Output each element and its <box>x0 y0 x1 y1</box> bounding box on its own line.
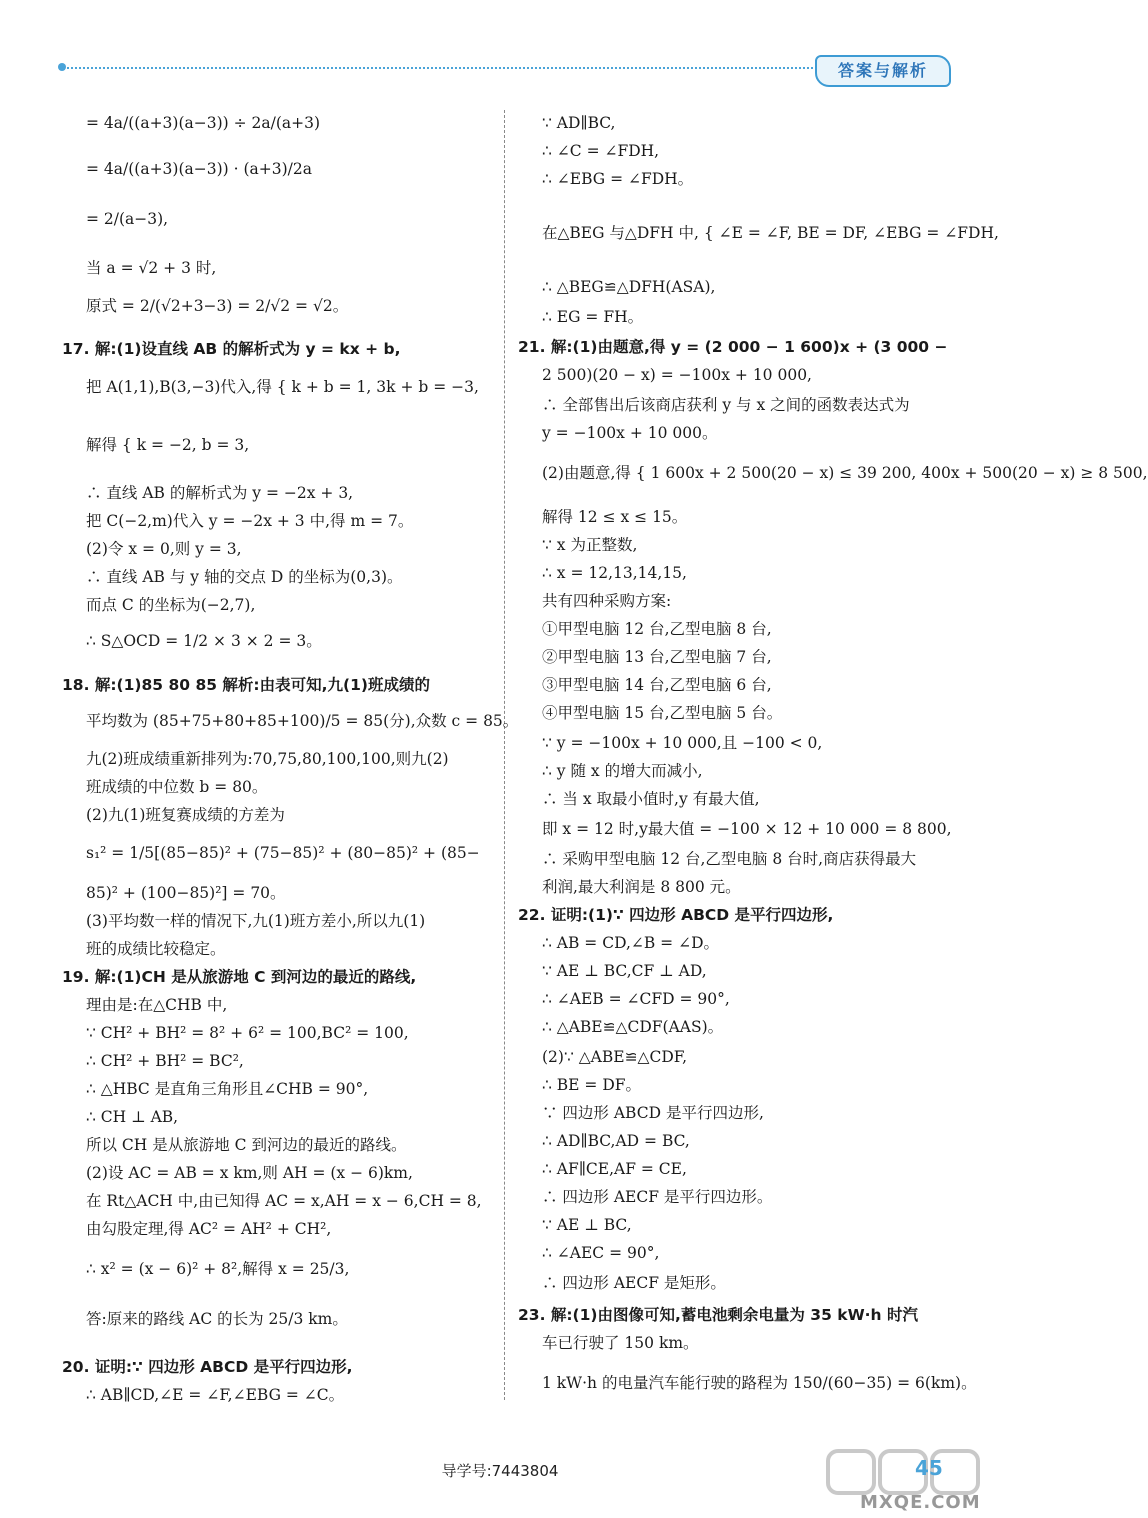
text-line: ∴ 全部售出后该商店获利 y 与 x 之间的函数表达式为 <box>542 396 910 414</box>
text-line: (2)由题意,得 { 1 600x + 2 500(20 − x) ≤ 39 200, 400x + 500(20 − x) ≥ 8 500, <box>542 464 1148 482</box>
text-line: ∴ AB = CD,∠B = ∠D。 <box>542 934 720 952</box>
text-line: ①甲型电脑 12 台,乙型电脑 8 台, <box>542 620 772 638</box>
text-line: ∴ 四边形 AECF 是矩形。 <box>542 1274 726 1292</box>
text-line: 车已行驶了 150 km。 <box>542 1334 699 1352</box>
text-line: ∵ AE ⊥ BC,CF ⊥ AD, <box>542 962 707 980</box>
text-line: 原式 = 2/(√2+3−3) = 2/√2 = √2。 <box>86 297 349 315</box>
text-line: (2)∵ △ABE≌△CDF, <box>542 1048 688 1066</box>
problem-22: 22. 证明:(1)∵ 四边形 ABCD 是平行四边形, <box>518 906 834 924</box>
text-line: 解得 { k = −2, b = 3, <box>86 436 250 454</box>
text-line: 共有四种采购方案: <box>542 592 672 610</box>
text-line: ∴ 直线 AB 的解析式为 y = −2x + 3, <box>86 484 354 502</box>
text-line: 九(2)班成绩重新排列为:70,75,80,100,100,则九(2) <box>86 750 449 768</box>
text-line: ∴ 当 x 取最小值时,y 有最大值, <box>542 790 760 808</box>
text-line: 即 x = 12 时,y最大值 = −100 × 12 + 10 000 = 8 800, <box>542 820 952 838</box>
problem-20: 20. 证明:∵ 四边形 ABCD 是平行四边形, <box>62 1358 353 1376</box>
text-line: 理由是:在△CHB 中, <box>86 996 228 1014</box>
text-line: = 4a/((a+3)(a−3)) · (a+3)/2a <box>86 160 312 178</box>
watermark-text: MXQE.COM <box>860 1492 981 1513</box>
text-line: 利润,最大利润是 8 800 元。 <box>542 878 741 896</box>
text-line: ∴ ∠EBG = ∠FDH。 <box>542 170 694 188</box>
text-line: ∵ CH² + BH² = 8² + 6² = 100,BC² = 100, <box>86 1024 409 1042</box>
text-line: 解得 12 ≤ x ≤ 15。 <box>542 508 688 526</box>
text-line: ∴ ∠AEC = 90°, <box>542 1244 660 1262</box>
text-line: ∵ y = −100x + 10 000,且 −100 < 0, <box>542 734 823 752</box>
text-line: ∴ AD∥BC,AD = BC, <box>542 1132 690 1150</box>
text-line: ∴ CH² + BH² = BC², <box>86 1052 244 1070</box>
text-line: ∴ 采购甲型电脑 12 台,乙型电脑 8 台时,商店获得最大 <box>542 850 917 868</box>
text-line: 85)² + (100−85)²] = 70。 <box>86 884 286 902</box>
text-line: ∵ AE ⊥ BC, <box>542 1216 632 1234</box>
text-line: (2)九(1)班复赛成绩的方差为 <box>86 806 285 824</box>
text-line: ∴ x² = (x − 6)² + 8²,解得 x = 25/3, <box>86 1260 350 1278</box>
text-line: ∴ AF∥CE,AF = CE, <box>542 1160 687 1178</box>
text-line: ∴ EG = FH。 <box>542 308 644 326</box>
text-line: 当 a = √2 + 3 时, <box>86 259 217 277</box>
text-line: ∴ △ABE≌△CDF(AAS)。 <box>542 1018 724 1036</box>
text-line: ∴ △BEG≌△DFH(ASA), <box>542 278 716 296</box>
text-line: ∴ 直线 AB 与 y 轴的交点 D 的坐标为(0,3)。 <box>86 568 403 586</box>
text-line: ∴ S△OCD = 1/2 × 3 × 2 = 3。 <box>86 632 322 650</box>
text-line: y = −100x + 10 000。 <box>542 424 718 442</box>
text-line: (2)令 x = 0,则 y = 3, <box>86 540 242 558</box>
text-line: (3)平均数一样的情况下,九(1)班方差小,所以九(1) <box>86 912 426 930</box>
text-line: ∴ ∠C = ∠FDH, <box>542 142 660 160</box>
text-line: = 2/(a−3), <box>86 210 169 228</box>
text-line: ∵ 四边形 ABCD 是平行四边形, <box>542 1104 764 1122</box>
text-line: 2 500)(20 − x) = −100x + 10 000, <box>542 366 812 384</box>
text-line: ∴ AB∥CD,∠E = ∠F,∠EBG = ∠C。 <box>86 1386 345 1404</box>
text-line: 在 Rt△ACH 中,由已知得 AC = x,AH = x − 6,CH = 8, <box>86 1192 482 1210</box>
text-line: (2)设 AC = AB = x km,则 AH = (x − 6)km, <box>86 1164 413 1182</box>
text-line: ∴ ∠AEB = ∠CFD = 90°, <box>542 990 730 1008</box>
text-line: 所以 CH 是从旅游地 C 到河边的最近的路线。 <box>86 1136 407 1154</box>
text-line: 班成绩的中位数 b = 80。 <box>86 778 268 796</box>
text-line: 平均数为 (85+75+80+85+100)/5 = 85(分),众数 c = 85。 <box>86 712 519 730</box>
text-line: ∴ 四边形 AECF 是平行四边形。 <box>542 1188 773 1206</box>
text-line: ②甲型电脑 13 台,乙型电脑 7 台, <box>542 648 772 666</box>
text-line: ∵ AD∥BC, <box>542 114 616 132</box>
guide-number: 导学号:7443804 <box>441 1462 559 1480</box>
header-dotted-line <box>62 67 817 69</box>
text-line: ∴ y 随 x 的增大而减小, <box>542 762 703 780</box>
text-line: 班的成绩比较稳定。 <box>86 940 226 958</box>
text-line: 在△BEG 与△DFH 中, { ∠E = ∠F, BE = DF, ∠EBG = ∠FDH, <box>542 224 999 242</box>
text-line: ③甲型电脑 14 台,乙型电脑 6 台, <box>542 676 772 694</box>
text-line: 1 kW·h 的电量汽车能行驶的路程为 150/(60−35) = 6(km)。 <box>542 1374 977 1392</box>
page-number: 45 <box>915 1456 943 1480</box>
text-line: ∴ △HBC 是直角三角形且∠CHB = 90°, <box>86 1080 369 1098</box>
text-line: 把 C(−2,m)代入 y = −2x + 3 中,得 m = 7。 <box>86 512 414 530</box>
text-line: s₁² = 1/5[(85−85)² + (75−85)² + (80−85)² + (85− <box>86 844 480 862</box>
text-line: 由勾股定理,得 AC² = AH² + CH², <box>86 1220 332 1238</box>
problem-23: 23. 解:(1)由图像可知,蓄电池剩余电量为 35 kW·h 时汽 <box>518 1306 918 1324</box>
text-line: ∴ x = 12,13,14,15, <box>542 564 687 582</box>
text-line: ∴ CH ⊥ AB, <box>86 1108 179 1126</box>
column-divider <box>504 110 505 1400</box>
problem-17: 17. 解:(1)设直线 AB 的解析式为 y = kx + b, <box>62 340 401 358</box>
text-line: ④甲型电脑 15 台,乙型电脑 5 台。 <box>542 704 783 722</box>
text-line: 而点 C 的坐标为(−2,7), <box>86 596 256 614</box>
text-line: ∵ x 为正整数, <box>542 536 638 554</box>
problem-21: 21. 解:(1)由题意,得 y = (2 000 − 1 600)x + (3 000 − <box>518 338 948 356</box>
text-line: 把 A(1,1),B(3,−3)代入,得 { k + b = 1, 3k + b = −3, <box>86 378 479 396</box>
text-line: = 4a/((a+3)(a−3)) ÷ 2a/(a+3) <box>86 114 321 132</box>
text-line: ∴ BE = DF。 <box>542 1076 642 1094</box>
problem-18: 18. 解:(1)85 80 85 解析:由表可知,九(1)班成绩的 <box>62 676 430 694</box>
section-tab-answers: 答案与解析 <box>815 55 951 87</box>
problem-19: 19. 解:(1)CH 是从旅游地 C 到河边的最近的路线, <box>62 968 417 986</box>
text-line: 答:原来的路线 AC 的长为 25/3 km。 <box>86 1310 348 1328</box>
